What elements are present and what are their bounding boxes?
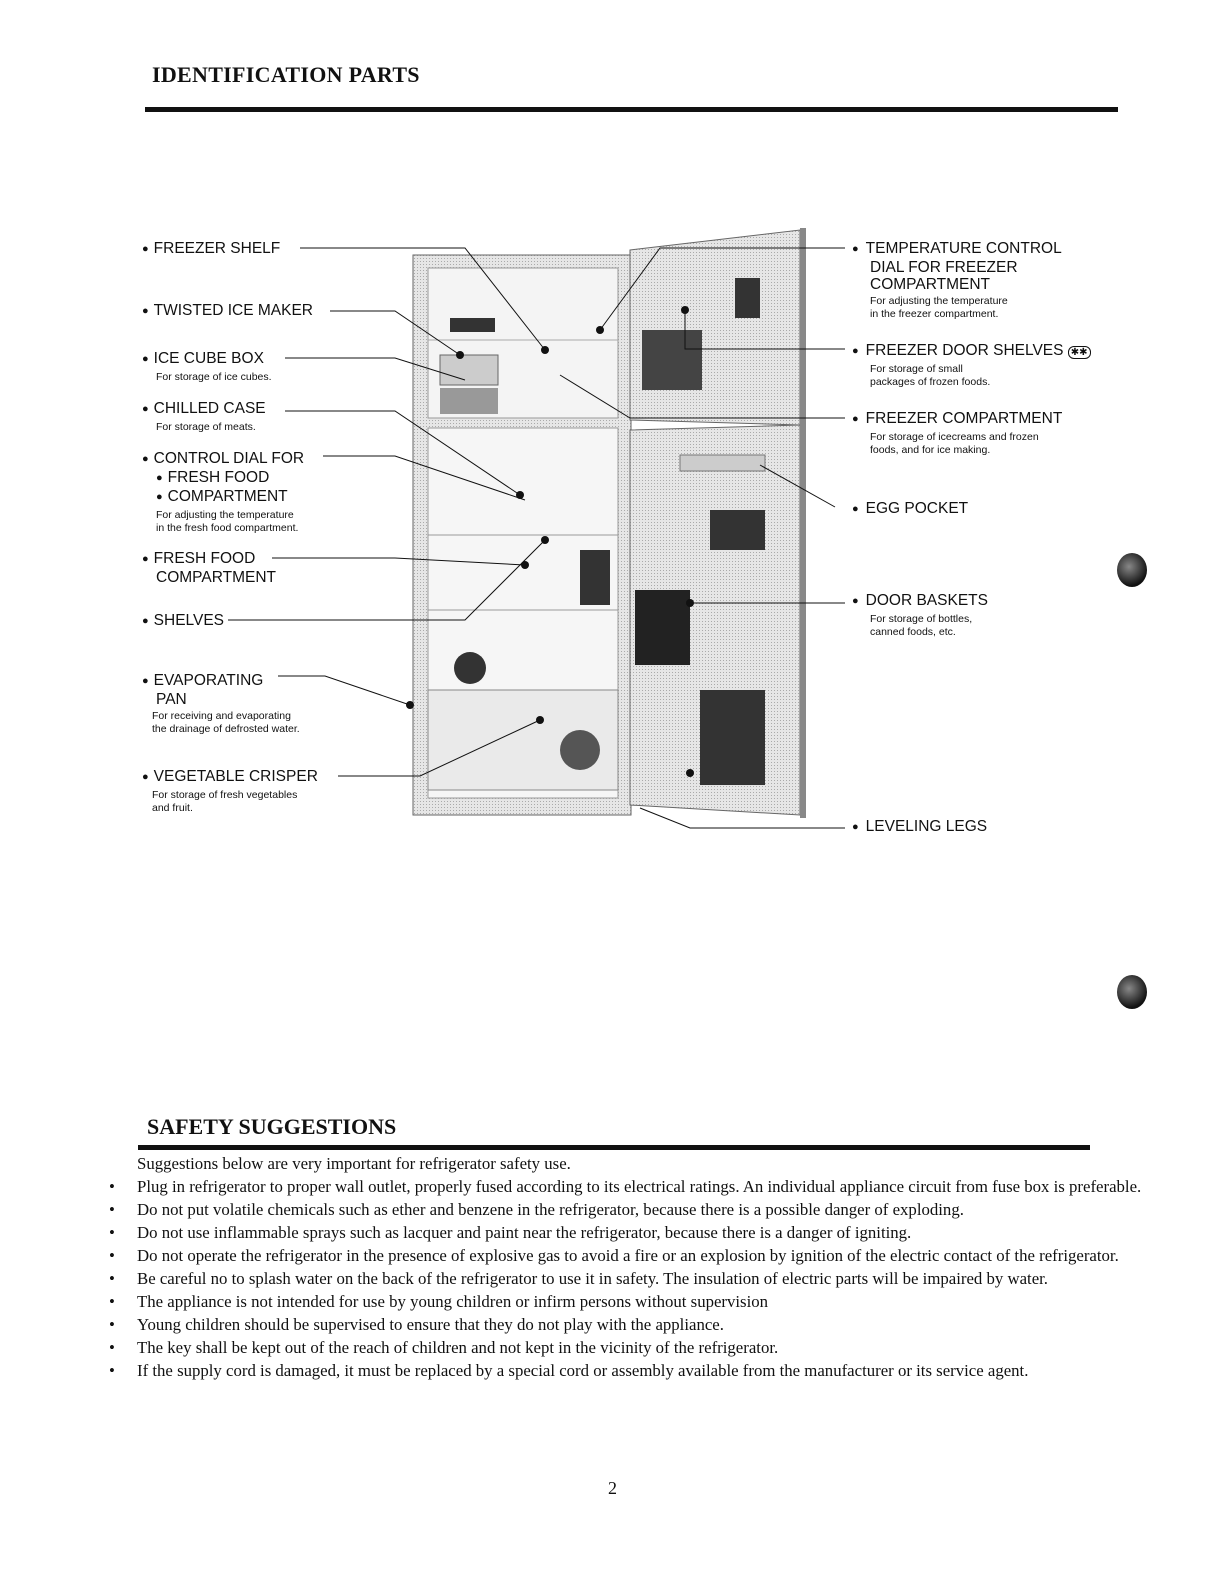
label-freezer-door-shelves: ● FREEZER DOOR SHELVES ✱✱ For storage of small packages of frozen foods. [852, 342, 1091, 389]
page-number: 2 [608, 1478, 617, 1498]
safety-item: • Do not operate the refrigerator in the presence of explosive gas to avoid a fire or an explosion by ignition of the electric contact of the refrigerator. [105, 1244, 1145, 1267]
safety-item: • Be careful no to splash water on the back of the refrigerator to use it in safety. The insulation of electric parts will be impaired by water. [105, 1267, 1145, 1290]
label-leveling-legs: ● LEVELING LEGS [852, 818, 987, 837]
safety-item: • The key shall be kept out of the reach of children and not kept in the vicinity of the refrigerator. [105, 1336, 1145, 1359]
freezer-door [630, 230, 800, 425]
safety-item: • Do not put volatile chemicals such as ether and benzene in the refrigerator, because there is a possible danger of exploding. [105, 1198, 1145, 1221]
label-control-dial-fresh: ● CONTROL DIAL FOR ● FRESH FOOD ● COMPARTMENT For adjusting the temperature in the fresh food compartment. [142, 450, 304, 535]
label-freezer-shelf: ● FREEZER SHELF [142, 240, 280, 259]
binding-hole-mark [1117, 553, 1147, 587]
label-shelves: ● SHELVES [142, 612, 224, 631]
ice-cube-box-shape [440, 355, 498, 385]
safety-item: • Young children should be supervised to ensure that they do not play with the appliance. [105, 1313, 1145, 1336]
door-edge [800, 228, 806, 818]
safety-item: • Do not use inflammable sprays such as lacquer and paint near the refrigerator, because there is a danger of igniting. [105, 1221, 1145, 1244]
safety-list [105, 1152, 1145, 1382]
label-door-baskets: ● DOOR BASKETS For storage of bottles, canned foods, etc. [852, 592, 988, 639]
safety-item: • If the supply cord is damaged, it must be replaced by a special cord or assembly available from the manufacturer or its service agent. [105, 1359, 1145, 1382]
label-vegetable-crisper: ● VEGETABLE CRISPER For storage of fresh vegetables and fruit. [142, 768, 318, 815]
title-rule [138, 1145, 1090, 1150]
safety-item: • The appliance is not intended for use by young children or infirm persons without supervision [105, 1290, 1145, 1313]
section-title-safety: SAFETY SUGGESTIONS [147, 1114, 397, 1139]
section-title-identification: IDENTIFICATION PARTS [152, 62, 420, 87]
ice-maker-shape [450, 318, 495, 332]
door-item-shape [710, 510, 765, 550]
door-bottles-shape [635, 590, 690, 665]
fruit-shape [454, 652, 486, 684]
label-twisted-ice-maker: ● TWISTED ICE MAKER [142, 302, 313, 321]
label-fresh-food-compartment: ● FRESH FOOD COMPARTMENT [142, 550, 276, 586]
door-package-shape [735, 278, 760, 318]
safety-item: • Plug in refrigerator to proper wall outlet, properly fused according to its electrical ratings. An individual appliance circuit from fuse box is preferable. [105, 1175, 1145, 1198]
egg-pocket-shape [680, 455, 765, 471]
frozen-star-icon: ✱✱ [1068, 346, 1091, 359]
label-egg-pocket: ● EGG POCKET [852, 500, 968, 519]
binding-hole-mark [1117, 975, 1147, 1009]
chilled-case-shape [440, 388, 498, 414]
label-freezer-compartment: ● FREEZER COMPARTMENT For storage of icecreams and frozen foods, and for ice making. [852, 410, 1062, 457]
label-chilled-case: ● CHILLED CASE For storage of meats. [142, 400, 266, 434]
bottle-shape [580, 550, 610, 605]
door-bottles-low-shape [700, 690, 765, 785]
safety-intro: Suggestions below are very important for refrigerator safety use. [137, 1154, 571, 1173]
frozen-package-shape [642, 330, 702, 390]
label-temperature-control-freezer: ● TEMPERATURE CONTROL DIAL FOR FREEZER COMPARTMENT For adjusting the temperature in the freezer compartment. [852, 240, 1062, 321]
vegetable-shape [560, 730, 600, 770]
label-evaporating-pan: ● EVAPORATING PAN For receiving and evaporating the drainage of defrosted water. [142, 672, 300, 736]
label-ice-cube-box: ● ICE CUBE BOX For storage of ice cubes. [142, 350, 272, 384]
